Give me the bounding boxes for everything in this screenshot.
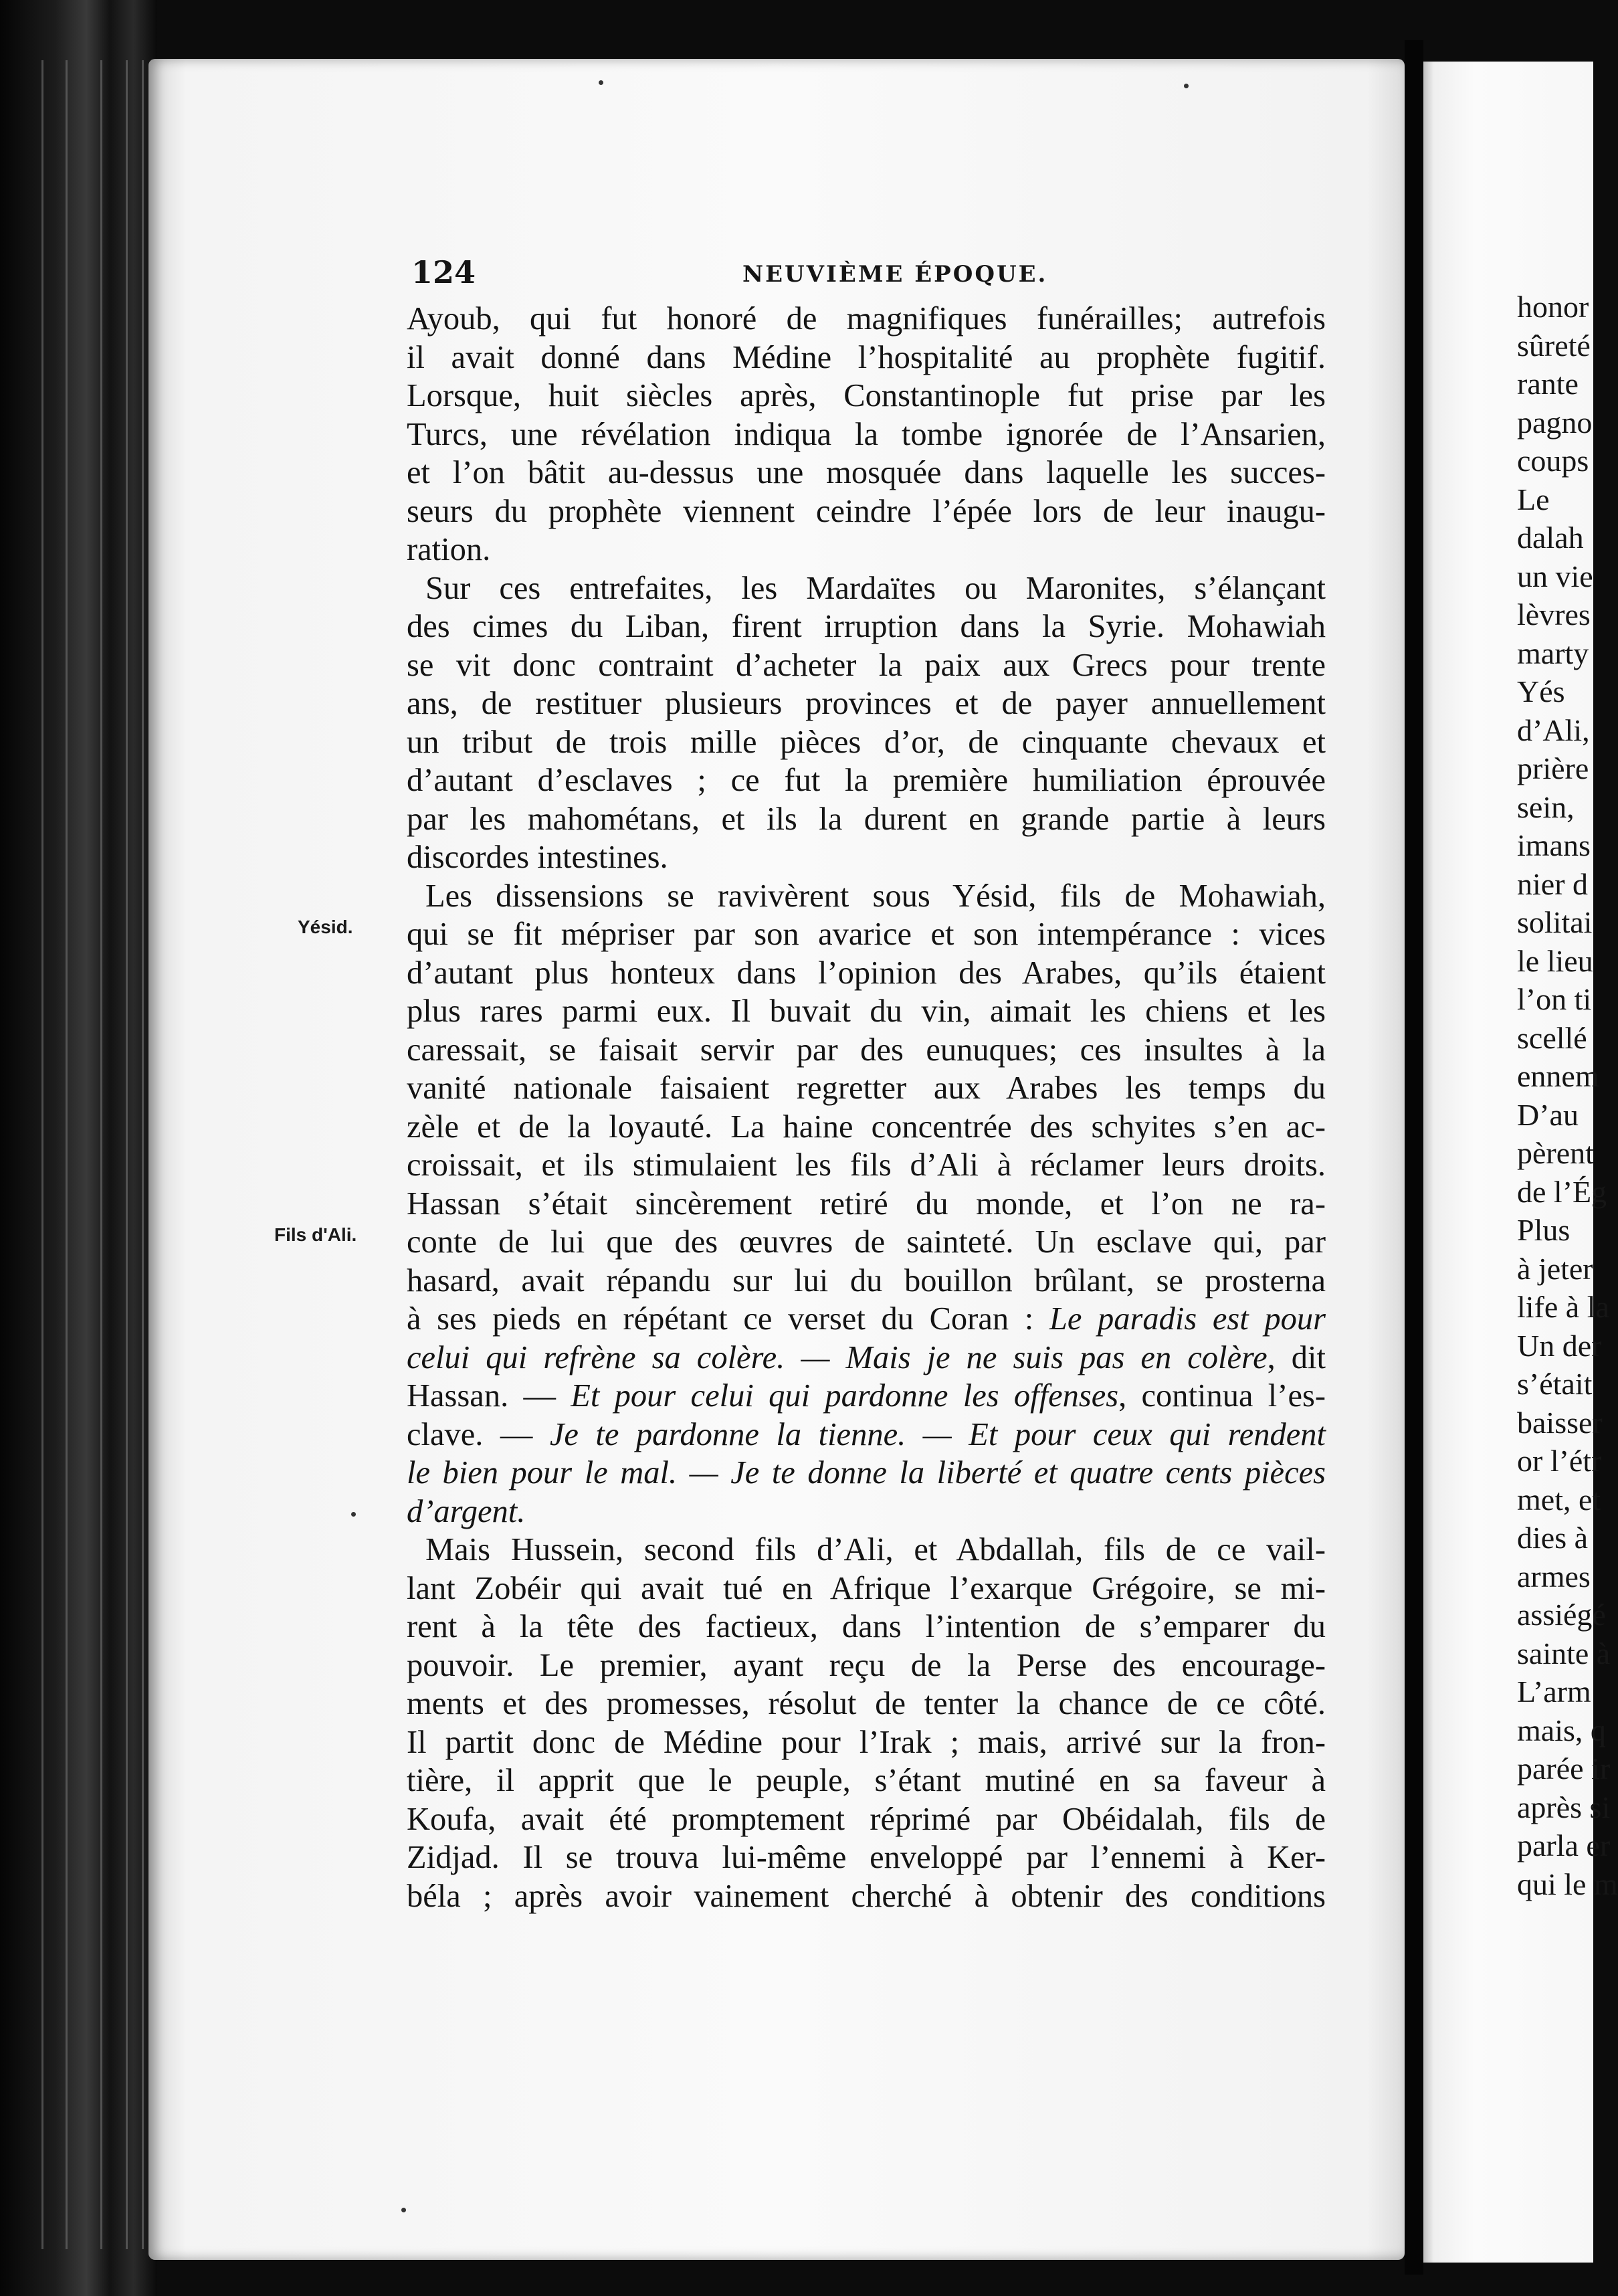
- right-page-line: après si: [1517, 1790, 1611, 1824]
- scan-speck: [599, 80, 603, 85]
- text-line: à ses pieds en répétant ce verset du Coran : Le paradis est pour: [407, 1301, 1326, 1337]
- text-line: d’autant d’esclaves ; ce fut la première humiliation éprouvée: [407, 763, 1326, 798]
- scan-stripe: [142, 60, 144, 2249]
- right-page-line: pèrent: [1517, 1136, 1594, 1170]
- text-line: Hassan s’était sincèrement retiré du monde, et l’on ne ra-: [407, 1185, 1326, 1222]
- right-page-line: life à la: [1517, 1290, 1609, 1324]
- text-line: se vit donc contraint d’acheter la paix aux Grecs pour trente: [407, 647, 1326, 683]
- text-line: clave. — Je te pardonne la tienne. — Et pour ceux qui rendent: [407, 1416, 1326, 1452]
- text-line: d’autant plus honteux dans l’opinion des Arabes, qu’ils étaient: [407, 955, 1326, 991]
- body-text: [407, 300, 1326, 1915]
- right-page-line: or l’étr: [1517, 1444, 1602, 1478]
- text-line: béla ; après avoir vainement cherché à obtenir des conditions: [407, 1878, 1326, 1914]
- right-page-line: à jeter: [1517, 1251, 1593, 1286]
- right-page-line: Un der: [1517, 1328, 1602, 1363]
- right-page-line: de l’Ég: [1517, 1174, 1607, 1209]
- text-line: hasard, avait répandu sur lui du bouillon brûlant, se prosterna: [407, 1262, 1326, 1299]
- text-line: Koufa, avait été promptement réprimé par Obéidalah, fils de: [407, 1801, 1326, 1837]
- right-page-line: mais, q: [1517, 1713, 1606, 1747]
- binding-shadow: [0, 0, 157, 2296]
- text-line: Turcs, une révélation indiqua la tombe ignorée de l’Ansarien,: [407, 416, 1326, 452]
- right-page-line: sûreté: [1517, 328, 1591, 363]
- text-line: conte de lui que des œuvres de sainteté. Un esclave qui, par: [407, 1224, 1326, 1260]
- text-line: Ayoub, qui fut honoré de magnifiques funérailles; autrefois: [407, 301, 1326, 337]
- right-page-line: met, et: [1517, 1482, 1601, 1517]
- right-page-line: qui le m: [1517, 1867, 1618, 1901]
- text-line: rent à la tête des factieux, dans l’intention de s’emparer du: [407, 1609, 1326, 1644]
- right-page-line: parla er: [1517, 1828, 1611, 1862]
- right-page-line: Le: [1517, 482, 1550, 516]
- margin-note-yesid: Yésid.: [298, 917, 353, 937]
- margin-note-fils-dali: Fils d'Ali.: [274, 1224, 357, 1245]
- text-line: Mais Hussein, second fils d’Ali, et Abdallah, fils de ce vail-: [425, 1532, 1326, 1567]
- right-page-line: un vie: [1517, 559, 1593, 593]
- text-line: un tribut de trois mille pièces d’or, de cinquante chevaux et: [407, 724, 1326, 760]
- text-line: croissait, et ils stimulaient les fils d’Ali à réclamer leurs droits.: [407, 1147, 1326, 1183]
- right-page-line: le lieu: [1517, 943, 1593, 978]
- text-line: et l’on bâtit au-dessus une mosquée dans laquelle les succes-: [407, 455, 1326, 490]
- text-line: Lorsque, huit siècles après, Constantinople fut prise par les: [407, 378, 1326, 413]
- scan-speck: [351, 1512, 356, 1517]
- text-line: Hassan. — Et pour celui qui pardonne les offenses, continua l’es-: [407, 1378, 1326, 1414]
- text-line: seurs du prophète viennent ceindre l’épée lors de leur inaugu-: [407, 493, 1326, 529]
- right-page-line: armes: [1517, 1559, 1591, 1594]
- right-page-line: ennem: [1517, 1059, 1599, 1093]
- right-page-line: coups: [1517, 444, 1589, 478]
- right-page-line: prière: [1517, 751, 1589, 785]
- right-page-line: nier d: [1517, 866, 1589, 901]
- book-gutter: [1405, 40, 1423, 2275]
- text-line: Il partit donc de Médine pour l’Irak ; mais, arrivé sur la fron-: [407, 1724, 1326, 1760]
- scan-stripe: [41, 60, 43, 2249]
- text-line: plus rares parmi eux. Il buvait du vin, aimait les chiens et les: [407, 993, 1326, 1029]
- right-page-line: scellé: [1517, 1020, 1587, 1055]
- text-line: ration.: [407, 532, 491, 567]
- right-page-line: marty: [1517, 636, 1589, 670]
- right-page-line: Yés: [1517, 674, 1565, 708]
- running-title: NEUVIÈME ÉPOQUE.: [742, 261, 1048, 288]
- right-page-line: pagno: [1517, 405, 1593, 440]
- right-page-line: assiégé: [1517, 1598, 1606, 1632]
- text-line: Zidjad. Il se trouva lui-même enveloppé par l’ennemi à Ker-: [407, 1840, 1326, 1875]
- page-header: [411, 254, 1321, 294]
- right-page-line: l’on ti: [1517, 982, 1592, 1016]
- right-page-line: imans: [1517, 828, 1591, 862]
- right-page-line: dalah: [1517, 520, 1584, 555]
- text-line: tière, il apprit que le peuple, s’étant mutiné en sa faveur à: [407, 1763, 1326, 1798]
- right-page-text: [1517, 288, 1618, 1903]
- scan-speck: [1184, 84, 1189, 88]
- text-line: discordes intestines.: [407, 840, 668, 875]
- text-line: ments et des promesses, résolut de tenter la chance de ce côté.: [407, 1686, 1326, 1721]
- right-page-line: dies à: [1517, 1521, 1589, 1555]
- right-page-line: parée ir: [1517, 1751, 1611, 1786]
- scan-speck: [401, 2208, 406, 2212]
- right-page-line: D’au: [1517, 1097, 1579, 1132]
- text-line: ans, de restituer plusieurs provinces et de payer annuellement: [407, 686, 1326, 721]
- text-line: Sur ces entrefaites, les Mardaïtes ou Maronites, s’élançant: [425, 570, 1326, 606]
- scan-stripe: [126, 60, 128, 2249]
- right-page-line: lèvres: [1517, 597, 1591, 632]
- right-page-line: sainte à: [1517, 1636, 1611, 1670]
- right-page-line: solitai: [1517, 905, 1593, 939]
- text-line: vanité nationale faisaient regretter aux Arabes les temps du: [407, 1070, 1326, 1106]
- text-line: zèle et de la loyauté. La haine concentrée des schyites s’en ac-: [407, 1109, 1326, 1145]
- right-page-line: d’Ali,: [1517, 712, 1590, 747]
- text-line: Les dissensions se ravivèrent sous Yésid, fils de Mohawiah,: [425, 878, 1326, 914]
- page-number: 124: [411, 254, 476, 290]
- text-line: il avait donné dans Médine l’hospitalité au prophète fugitif.: [407, 339, 1326, 375]
- text-line: pouvoir. Le premier, ayant reçu de la Perse des encourage-: [407, 1647, 1326, 1683]
- scan-stripe: [100, 60, 102, 2249]
- right-page-line: s’était: [1517, 1367, 1593, 1401]
- scan-stripe: [66, 60, 68, 2249]
- right-page-line: sein,: [1517, 789, 1575, 824]
- right-page-line: honor: [1517, 290, 1589, 324]
- right-page-line: L’arm: [1517, 1675, 1591, 1709]
- text-line: lant Zobéir qui avait tué en Afrique l’exarque Grégoire, se mi-: [407, 1570, 1326, 1606]
- right-page-line: baisser: [1517, 1405, 1603, 1440]
- text-line: le bien pour le mal. — Je te donne la liberté et quatre cents pièces: [407, 1455, 1326, 1491]
- text-line: caressait, se faisait servir par des eunuques; ces insultes à la: [407, 1032, 1326, 1068]
- text-line: celui qui refrène sa colère. — Mais je ne suis pas en colère, dit: [407, 1339, 1326, 1375]
- right-page-line: Plus: [1517, 1213, 1571, 1247]
- text-line: des cimes du Liban, firent irruption dans la Syrie. Mohawiah: [407, 609, 1326, 644]
- text-line: par les mahométans, et ils la durent en grande partie à leurs: [407, 801, 1326, 837]
- text-line: d’argent.: [407, 1493, 526, 1529]
- text-line: qui se fit mépriser par son avarice et son intempérance : vices: [407, 917, 1326, 952]
- right-page-line: rante: [1517, 367, 1579, 401]
